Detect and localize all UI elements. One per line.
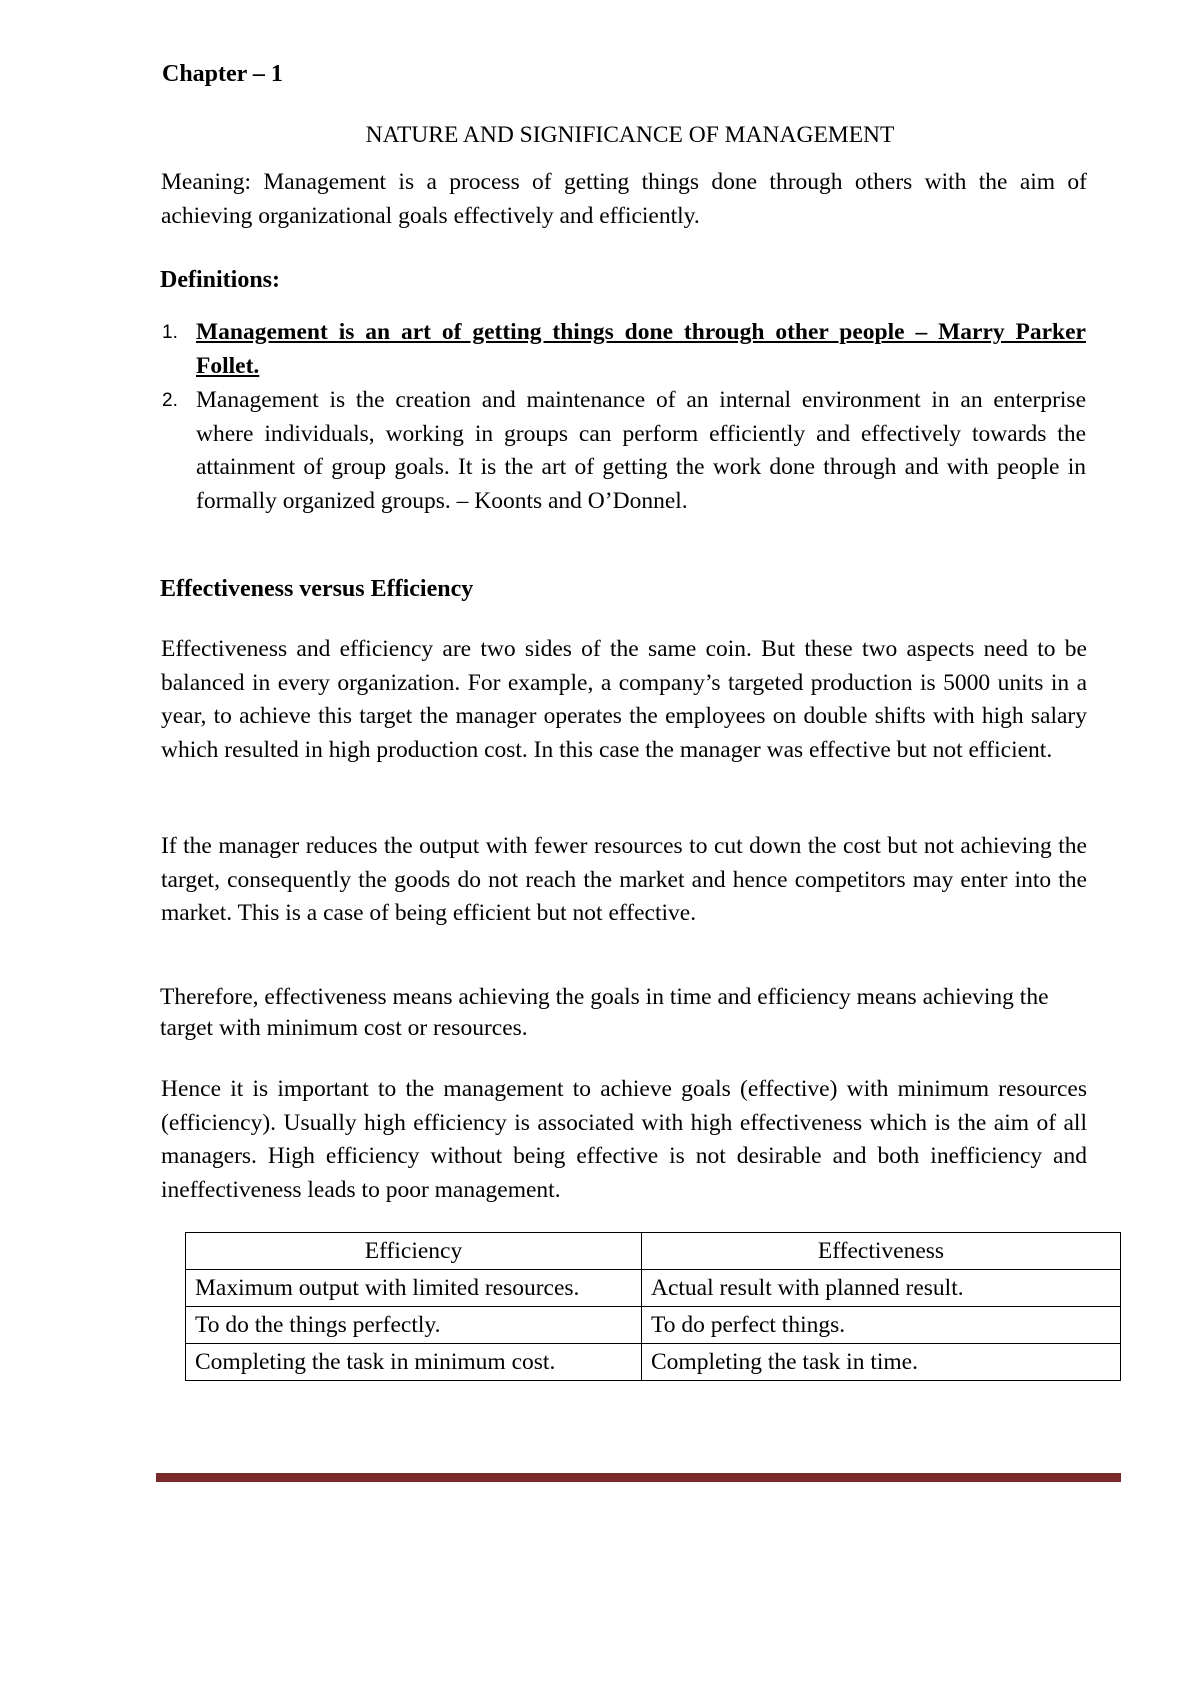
section-heading: Effectiveness versus Efficiency: [160, 576, 474, 602]
comparison-table: [185, 1232, 1121, 1381]
body-paragraph: Hence it is important to the management to achieve goals (effective) with minimum resources (efficiency). Usually high efficiency is associated with high effectiveness which is the aim of all managers. High efficiency without being effective is not desirable and both inefficiency and ineffectiveness leads to poor management.: [161, 1076, 1087, 1203]
definitions-heading: Definitions:: [160, 267, 280, 293]
chapter-label: Chapter – 1: [162, 61, 283, 87]
table-cell: To do the things perfectly.: [186, 1307, 642, 1344]
table-row: [186, 1307, 1121, 1344]
definition-number: 2.: [162, 390, 178, 411]
table-cell: Completing the task in time.: [642, 1344, 1121, 1381]
body-paragraph: Therefore, effectiveness means achieving the goals in time and efficiency means achieving the target with minimum cost or resources.: [160, 984, 1049, 1041]
table-row: [186, 1344, 1121, 1381]
table-cell: Maximum output with limited resources.: [186, 1270, 642, 1307]
footer-rule: [156, 1473, 1121, 1482]
table-cell: Completing the task in minimum cost.: [186, 1344, 642, 1381]
table-cell: Actual result with planned result.: [642, 1270, 1121, 1307]
meaning-paragraph: Meaning: Management is a process of getting things done through others with the aim of achieving organizational goals effectively and efficiently.: [161, 169, 1087, 229]
definition-item: [160, 384, 1086, 518]
table-header-row: [186, 1233, 1121, 1270]
body-paragraph: If the manager reduces the output with fewer resources to cut down the cost but not achieving the target, consequently the goods do not reach the market and hence competitors may enter into the market. This is a case of being efficient but not effective.: [161, 833, 1087, 926]
table-cell: To do perfect things.: [642, 1307, 1121, 1344]
definition-text: Management is an art of getting things done through other people – Marry Parker Follet.: [196, 319, 1086, 379]
definition-number: 1.: [162, 322, 178, 343]
column-header-efficiency: Efficiency: [186, 1233, 642, 1270]
body-paragraph: Effectiveness and efficiency are two sides of the same coin. But these two aspects need to be balanced in every organization. For example, a company’s targeted production is 5000 units in a year, to achieve this target the manager operates the employees on double shifts with high salary which resulted in high production cost. In this case the manager was effective but not efficient.: [161, 636, 1087, 763]
column-header-effectiveness: Effectiveness: [642, 1233, 1121, 1270]
definition-item: [160, 316, 1086, 383]
page-title: NATURE AND SIGNIFICANCE OF MANAGEMENT: [365, 122, 895, 148]
table-row: [186, 1270, 1121, 1307]
definitions-list: [160, 316, 1086, 518]
definition-text: Management is the creation and maintenance of an internal environment in an enterprise where individuals, working in groups can perform efficiently and effectively towards the attainment of group goals. It is the art of getting the work done through and with people in formally organized groups. – Koonts and O’Donnel.: [196, 387, 1086, 514]
